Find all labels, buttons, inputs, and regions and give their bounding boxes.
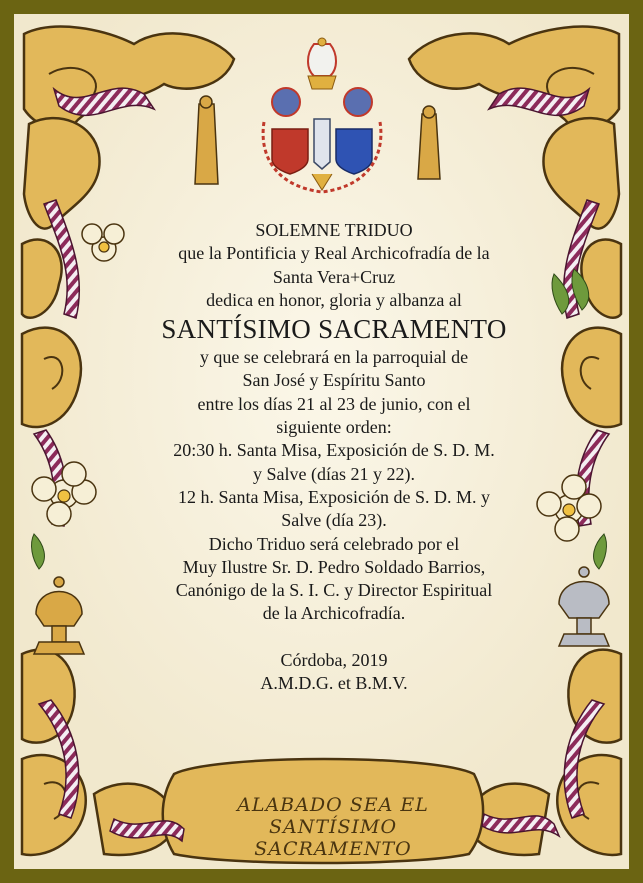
schedule-line: 12 h. Santa Misa, Exposición de S. D. M. y bbox=[178, 486, 490, 507]
text-line: dedica en honor, gloria y albanza al bbox=[206, 289, 462, 310]
text-line: y que se celebrará en la parroquial de bbox=[199, 347, 469, 368]
text-line: Canónigo de la S. I. C. y Director Espiritual bbox=[175, 580, 493, 601]
plaque-inscription bbox=[192, 794, 474, 860]
text-line: que la Pontificia y Real Archicofradía de la bbox=[178, 243, 490, 264]
plaque-line-2: SANTÍSIMO SACRAMENTO bbox=[254, 816, 412, 860]
triduo-title: SOLEMNE TRIDUO bbox=[255, 220, 413, 240]
text-line: de la Archicofradía. bbox=[262, 603, 406, 624]
text-line: Santa Vera+Cruz bbox=[272, 266, 396, 287]
text-line: Muy Ilustre Sr. D. Pedro Soldado Barrios, bbox=[182, 556, 486, 577]
schedule-line: y Salve (días 21 y 22). bbox=[253, 463, 415, 484]
invitation-text bbox=[124, 219, 544, 695]
text-line: siguiente orden: bbox=[276, 417, 392, 438]
schedule-line: Salve (día 23). bbox=[281, 510, 387, 531]
text-line: entre los días 21 al 23 de junio, con el bbox=[197, 393, 471, 414]
place-date: Córdoba, 2019 bbox=[280, 649, 388, 670]
text-line: San José y Espíritu Santo bbox=[242, 370, 426, 391]
schedule-line: 20:30 h. Santa Misa, Exposición de S. D. M. bbox=[173, 440, 495, 461]
motto: A.M.D.G. et B.M.V. bbox=[260, 673, 408, 694]
highlight-title: SANTÍSIMO SACRAMENTO bbox=[161, 314, 507, 345]
text-line: Dicho Triduo será celebrado por el bbox=[208, 533, 460, 554]
plaque-line-1: ALABADO SEA EL bbox=[237, 794, 429, 816]
